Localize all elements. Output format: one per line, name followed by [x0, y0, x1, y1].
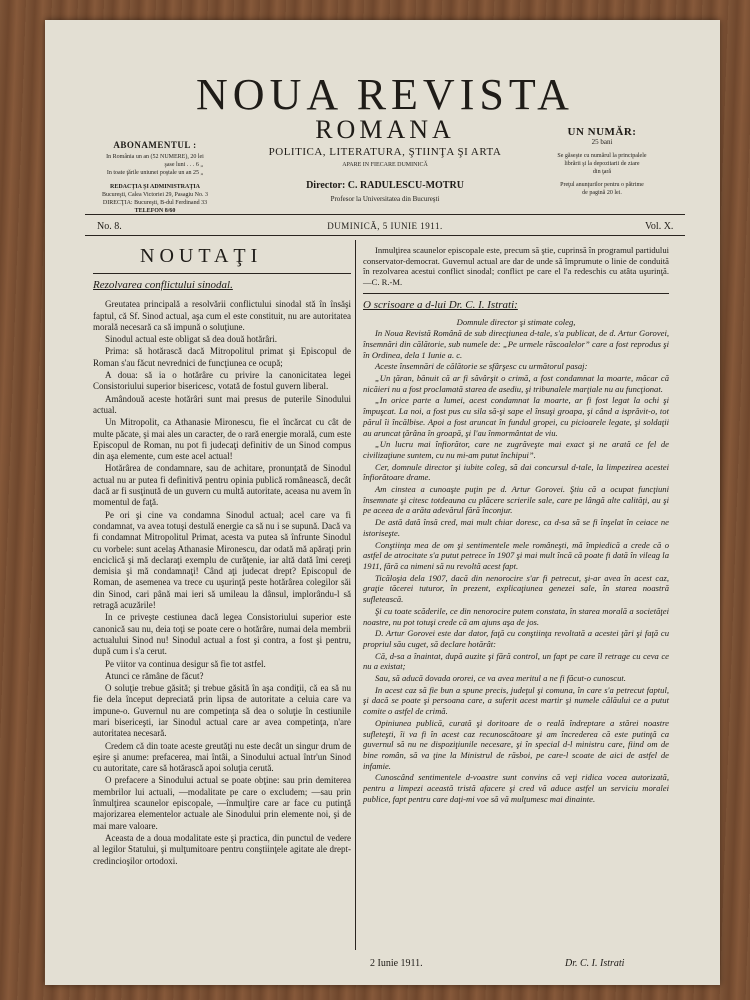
left-column	[93, 276, 351, 868]
letter-paragraph: De astă dată însă cred, mai mult chiar doresc, ca d-sa să se fi înşelat în ceiace ne istoriseşte.	[363, 517, 669, 538]
letter-paragraph: Şi cu toate scăderile, ce din nenorocire putem constata, în starea morală a societăţei noastre, nu pot totuşi crede că am ajuns aşa de jos.	[363, 605, 669, 627]
masthead-title: NOUA REVISTA	[196, 70, 574, 119]
letter-paragraph: Conştiinţa mea de om şi sentimentele mele româneşti, mă împiedică a crede că o astfel de atrocitate s'a putut petrece în 1907 şi mai mult încă că poate fi dată în vileag la 1911, fără ca nimeni să nu revoltă acest fapt.	[363, 539, 669, 571]
letter-paragraph: Ticăloşia dela 1907, dacă din nenorocire s'ar fi petrecut, şi-ar avea în acest caz, graţie tăcerei tuturor, în prezent, explicaţiunea genezei sale, în starea noastră sufletească.	[363, 572, 669, 605]
paragraph: Hotărârea de condamnare, sau de achitare, pronunţată de Sinodul actual nu ar putea fi definitivă pentru opinia publică românească, decât dacă ar fi susţinută de un guvern cu multă autoritate, aceasa nu avem în momentul de faţă.	[93, 463, 351, 508]
letter-paragraph: Am cinstea a cunoaşte puţin pe d. Artur Gorovei. Ştiu că a ocupat funcţiuni însemnate şi citesc totdeauna cu plăcere scrierile sale, care pe lângă alte calităţi, au şi pe aceea de a arăta adevărul fără înconjur.	[363, 484, 669, 516]
paragraph: Pe viitor va continua desigur să fie tot astfel.	[105, 658, 266, 669]
issue-volume: Vol. X.	[645, 221, 674, 232]
subscription-line: In toate ţările uniunei poştale un an 25 „	[106, 170, 204, 176]
letter-paragraph: Sau, să aducă dovada ororei, ce va avea meritul a ne fi făcut-o cunoscut.	[375, 673, 626, 684]
ads-price: de pagină 20 lei.	[582, 190, 622, 196]
masthead-director-title: Profesor la Universitatea din Bucureşti	[330, 195, 440, 203]
article-heading: Rezolvarea conflictului sinodal.	[93, 279, 233, 291]
right-column	[363, 245, 669, 805]
paragraph: Prima: să hotărască dacă Mitropolitul primat şi Episcopul de Roman s'au făcut nevrednici de funcţiunea ce ocupă;	[93, 346, 351, 368]
letter-paragraph: In acest caz să fie bun a spune precis, judeţul şi comuna, în care s'a petrecut faptul, şi dacă se poate şi persoana care, a suferit acest martir şi numele călăului ce a putut comite o astfel de crimă.	[363, 684, 669, 717]
top-rule	[85, 214, 685, 215]
masthead-appears: APARE IN FIECARE DUMINICĂ	[342, 162, 428, 168]
subscription-line: şase luni . . . 6 „	[164, 162, 203, 168]
paragraph: In ce priveşte cestiunea dacă legea Consistoriului superior este canonică sau nu, deia toţi se poate cere o hotărâre, numai dela membrii actualului Sinod nu! Sinodul actual a fost şi contra, a fost şi pentru, după cum i s'a cerut.	[93, 612, 351, 657]
ads-price: Preţul anunţurilor pentru o pătrime	[560, 182, 644, 188]
editorial-office: REDACŢIA ŞI ADMINISTRAŢIA	[109, 184, 201, 190]
price-box	[527, 126, 677, 197]
masthead-tagline: POLITICA, LITERATURA, ŞTIINŢA ŞI ARTA	[268, 146, 502, 158]
column-divider	[355, 240, 356, 950]
issue-date: DUMINICĂ, 5 IUNIE 1911.	[327, 221, 443, 231]
signoff-date: 2 Iunie 1911.	[370, 958, 423, 969]
editorial-address: Bucureşti, Calea Victoriei 29, Pasagiu No. 3	[101, 192, 208, 198]
newspaper-page	[45, 20, 720, 985]
direction-address: DIRECŢIA: Bucureşti, B-dul Ferdinand 33	[102, 200, 208, 206]
section-rule	[93, 273, 351, 274]
masthead-director: Director: C. RADULESCU-MOTRU	[306, 180, 464, 191]
paragraph: O prefacere a Sinodului actual se poate obţine: sau prin demiterea membrilor lui actuali, —modalitate pe care o excludem; —sau prin înmulţirea scaunelor episcopale, —înmulţire care ar face cu putinţă majorizarea elementelor actuale ale Sinodului prin elemente noi, şi de mai mare valoare.	[93, 775, 351, 831]
price-note: Se găseşte cu numărul la principalele	[557, 153, 647, 159]
paragraph: O soluţie trebue găsită; şi trebue găsită în aşa condiţii, că ea să nu fie dela început depreciată prin lipsa de autoritate a celuia care va impune-o. Guvernul nu are competinţa să dea o soluţie în cestiunile mari bisericeşti, iar Sinodul actual care ar avea competinţa, n'are autoritatea necesară.	[93, 683, 351, 739]
letter-paragraph: Cunoscând sentimentele d-voastre sunt convins că veţi ridica vocea autorizată, pentru a limpezi această tristă afacere şi cred vă aduce astfel un serviciu moralei publice, fapt pentru care daţi-mi voe să vă mulţumesc mai dinainte.	[363, 772, 669, 804]
paragraph: Greutatea principală a resolvării conflictului sinodal stă în însăşi faptul, că Sf. Sinod actual, aşa cum el este constituit, nu are autoritatea morală necesară ca să impună o soluţiune.	[93, 299, 351, 332]
paragraph: Un Mitropolit, ca Athanasie Mironescu, fie el încărcat cu cât de multe păcate, şi mai ales un caracter, de o rară energie morală, cum este Episcopul de Roman, nu pot fi judecaţi definitiv de un Sinod compus din aşa elemente, cum este acel actual!	[93, 417, 351, 462]
paragraph: Atunci ce rămâne de făcut?	[105, 670, 204, 681]
letter-rule	[363, 293, 669, 294]
issue-rule	[85, 235, 685, 236]
letter-paragraph: D. Artur Gorovei este dar dator, faţă cu conştiinţa revoltată a acestei ţări şi faţă cu propriul său cuget, să declare hotărât:	[363, 628, 669, 649]
price-note: din ţară	[592, 169, 612, 175]
letter-heading: O scrisoare a d-lui Dr. C. I. Istrati:	[363, 298, 518, 311]
letter-paragraph: Că, d-sa a înaintat, după auzite şi fără control, un fapt pe care îl retrage cu ceva ce nu a existat;	[363, 650, 669, 672]
paragraph: A doua: să ia o hotărâre cu privire la canonicitatea legei Consistoriului superior bisericesc, votată de fostul guvern liberal.	[93, 370, 351, 392]
letter-paragraph: „Un ţăran, bănuit că ar fi săvârşit o crimă, a fost condamnat la moarte, măcar că nicăieri nu a fost proclamată starea de asediu, şi tribunalele marţiale nu au funcţionat.	[363, 373, 669, 394]
letter-paragraph: „Un lucru mai înfiorător, care ne zugrăveşte mai exact şi ne arată ce fel de civilizaţiune suntem, cu nu mi-am putut închipui”.	[363, 439, 669, 460]
price-value: 25 bani	[591, 138, 613, 146]
issue-number: No. 8.	[97, 221, 122, 232]
letter-paragraph: Opiniunea publică, curată şi doritoare de o reală îndreptare a stărei noastre sufleteşti, îi va fi în acest caz recunoscătoare şi am încrederea că este putinţă ca guvernul să nu ne dispoziţiunile necesare, şi în special d-l ministru care, fiind om de bine român, să va ţine la Ministrul de răsboi, pe care-l scoate de aici de astfel de infamie.	[363, 717, 669, 771]
letter-paragraph: „In orice parte a lumei, acest condamnat la moarte, ar fi fost legat la ochi şi împuşcat. La noi, a fost pus cu sila să-şi sape el însuşi groapa, şi când a isprăvit-o, tot părul îi încălbise. Apoi a fost aruncat în fundul gropei, cu picioarele legate, şi soldaţii au aruncat ţărâna în groapă, şi l'au înmormântat de viu.	[363, 395, 669, 438]
paragraph: Amândouă aceste hotărâri sunt mai presus de puterile Sinodului actual.	[93, 393, 351, 415]
letter-paragraph: In Noua Revistă Română de sub direcţiunea d-tale, s'a publicat, de d. Artur Gorovei, însemnări din călătorie, sub numele de: „Pe urmele răscoalelor” care a fost reprodus şi în Ordinea, dela 1 Iunie a. c.	[363, 328, 669, 360]
subscription-line: In România un an (52 NUMERE), 20 lei	[106, 154, 204, 160]
price-note: librării şi la depozitarii de ziare	[564, 161, 640, 167]
price-heading: UN NUMĂR:	[567, 126, 637, 138]
letter-paragraph: Cer, domnule director şi iubite coleg, să dai concursul d-tale, la limpezirea acestei înfiorătoare drame.	[363, 461, 669, 483]
masthead-subtitle-romana: ROMANA	[315, 115, 455, 144]
paragraph: Sinodul actual este obligat să dea două hotărâri.	[105, 334, 277, 345]
paragraph: Aceasta de a doua modalitate este şi practica, din punctul de vedere al legilor Statului, şi mulţumitoare pentru conştiinţele agitate ale drept-credincioşilor ortodoxi.	[93, 832, 351, 866]
paragraph: Inmulţirea scaunelor episcopale este, precum să ştie, cuprinsă în programul partidului conservator-democrat. Guvernul actual are dar de unde să împrumute o linie de conduită în rezolvarea acestui conflict sinodal; conflict pe care el l'a redeschis cu atâta uşurinţă. —C. R.-M.	[363, 245, 670, 288]
section-title: NOUTAŢI	[140, 245, 263, 267]
paragraph: Pe ori şi cine va condamna Sinodul actual; acel care va fi condamnat, va avea totuşi destulă energie ca să nu i se supună. Dacă va fi condamnat Mitropolitul Primat, acesta va putea să înfrunte Sinodul cu vorbele: sunt acelaş Athanasie Mironescu, dar odată mă apăraţi prin enciclică şi mă declaraţi exemplu de curăţenie, iar altă dată îmi cereţi demisia şi mă condamnaţi! Când aţi judecat drept? Episcopul de Roman, de asemenea va trece cu uşurinţă peste hotărârea colegilor săi din Sinod, cari până mai ieri să umileau la dânsul, implorându-l să retragă acuzările!	[93, 509, 351, 611]
letter-paragraph: Aceste însemnări de călătorie se sfârşesc cu următorul pasaj:	[375, 361, 588, 372]
subscription-box	[85, 140, 225, 215]
telephone: TELEFON 8/60	[134, 208, 176, 214]
signoff-signature: Dr. C. I. Istrati	[565, 958, 625, 969]
letter-salutation: Domnule director şi stimate coleg,	[456, 316, 576, 327]
paragraph: Credem că din toate aceste greutăţi nu este decât un singur drum de eşire şi anume: prefacerea, mai întâi, a Sinodului actual într'un Sinod cu autoritate, care să hotărască apoi soluţia cerută.	[93, 740, 351, 774]
subscription-heading: ABONAMENTUL :	[113, 140, 197, 150]
